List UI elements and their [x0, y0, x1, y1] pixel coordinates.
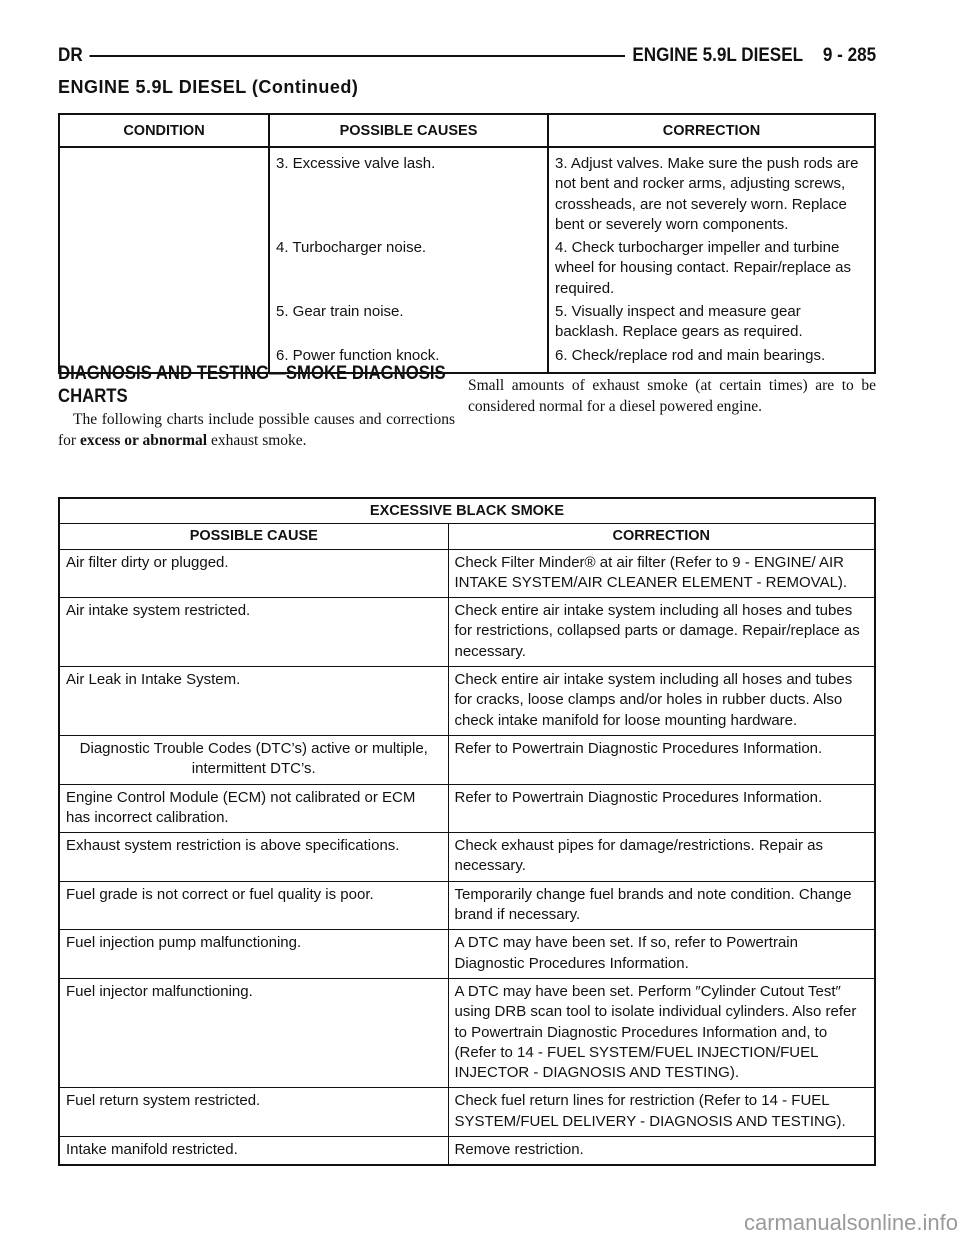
- header-rule: [90, 55, 625, 57]
- correction-cell: 3. Adjust valves. Make sure the push rods are not bent and rocker arms, adjusting screws, crossheads, are not severely worn. Replace bent or severely worn components.: [548, 147, 875, 235]
- table-row: [59, 549, 875, 598]
- table-row: [59, 1137, 875, 1166]
- noise-diagnosis-table: [58, 113, 876, 374]
- cause-cell: 4. Turbocharger noise.: [269, 235, 548, 299]
- table-row: [59, 235, 875, 299]
- section-heading: DIAGNOSIS AND TESTING—SMOKE DIAGNOSIS CHARTS: [58, 363, 446, 407]
- table-row: [59, 784, 875, 833]
- correction-cell: Check Filter Minder® at air filter (Refer to 9 - ENGINE/ AIR INTAKE SYSTEM/AIR CLEANER ELEMENT - REMOVAL).: [448, 549, 875, 598]
- table-row: [59, 147, 875, 235]
- table-row: [59, 667, 875, 736]
- correction-cell: A DTC may have been set. If so, refer to Powertrain Diagnostic Procedures Information.: [448, 930, 875, 979]
- cause-cell: Air filter dirty or plugged.: [59, 549, 448, 598]
- column-header-correction: CORRECTION: [548, 114, 875, 147]
- table-row: [59, 598, 875, 667]
- cause-cell: Air Leak in Intake System.: [59, 667, 448, 736]
- section-intro: [58, 410, 455, 451]
- header-title: ENGINE 5.9L DIESEL: [632, 45, 804, 66]
- header-section-code: DR: [58, 45, 83, 66]
- cause-cell: 3. Excessive valve lash.: [269, 147, 548, 235]
- page-header: [58, 44, 876, 68]
- black-smoke-table: [58, 497, 876, 1166]
- cause-cell: Fuel grade is not correct or fuel quality is poor.: [59, 881, 448, 930]
- cause-cell: Diagnostic Trouble Codes (DTC’s) active or multiple, intermittent DTC’s.: [59, 735, 448, 784]
- cause-cell: 6. Power function knock.: [269, 343, 548, 373]
- correction-cell: A DTC may have been set. Perform ″Cylinder Cutout Test″ using DRB scan tool to isolate individual cylinders. Also refer to Powertrain Diagnostic Procedures Information and, to (Refer to 14 - FUEL SYSTEM/FUEL INJECTION/FUEL INJECTOR - DIAGNOSIS AND TESTING).: [448, 978, 875, 1087]
- table-row: [59, 299, 875, 343]
- intro-text: The following charts include possible causes and corrections for: [58, 411, 455, 449]
- cause-cell: Exhaust system restriction is above specifications.: [59, 833, 448, 882]
- cause-cell: Fuel return system restricted.: [59, 1088, 448, 1137]
- table-row: [59, 735, 875, 784]
- table-row: [59, 978, 875, 1087]
- correction-cell: Check fuel return lines for restriction (Refer to 14 - FUEL SYSTEM/FUEL DELIVERY - DIAGNOSIS AND TESTING).: [448, 1088, 875, 1137]
- continued-title: ENGINE 5.9L DIESEL (Continued): [58, 77, 359, 97]
- section-left-column: [58, 362, 455, 451]
- correction-cell: 4. Check turbocharger impeller and turbine wheel for housing contact. Repair/replace as required.: [548, 235, 875, 299]
- correction-cell: Refer to Powertrain Diagnostic Procedures Information.: [448, 735, 875, 784]
- column-header-possible-cause: POSSIBLE CAUSE: [59, 524, 448, 549]
- cause-cell: Air intake system restricted.: [59, 598, 448, 667]
- table-row: [59, 930, 875, 979]
- column-header-possible-causes: POSSIBLE CAUSES: [269, 114, 548, 147]
- intro-text-end: exhaust smoke.: [207, 431, 307, 449]
- table-row: [59, 833, 875, 882]
- page-number: 9 - 285: [822, 45, 877, 66]
- condition-cell: [59, 147, 269, 235]
- table-row: [59, 1088, 875, 1137]
- condition-cell: [59, 299, 269, 343]
- table-row: [59, 881, 875, 930]
- correction-cell: 5. Visually inspect and measure gear backlash. Replace gears as required.: [548, 299, 875, 343]
- column-header-condition: CONDITION: [59, 114, 269, 147]
- cause-cell: Fuel injection pump malfunctioning.: [59, 930, 448, 979]
- watermark: carmanualsonline.info: [743, 1210, 958, 1235]
- intro-emphasis: excess or abnormal: [79, 431, 208, 449]
- cause-cell: 5. Gear train noise.: [269, 299, 548, 343]
- correction-cell: Refer to Powertrain Diagnostic Procedures Information.: [448, 784, 875, 833]
- condition-cell: [59, 235, 269, 299]
- correction-cell: Check entire air intake system including all hoses and tubes for cracks, loose clamps and/or holes in rubber ducts. Also check intake manifold for loose mounting hardware.: [448, 667, 875, 736]
- cause-cell: Fuel injector malfunctioning.: [59, 978, 448, 1087]
- cause-cell: Engine Control Module (ECM) not calibrated or ECM has incorrect calibration.: [59, 784, 448, 833]
- section-right-paragraph: Small amounts of exhaust smoke (at certain times) are to be considered normal for a diesel powered engine.: [468, 377, 876, 415]
- cause-cell: Intake manifold restricted.: [59, 1137, 448, 1166]
- correction-cell: Check entire air intake system including all hoses and tubes for restrictions, collapsed parts or damage. Repair/replace as necessary.: [448, 598, 875, 667]
- table-title: EXCESSIVE BLACK SMOKE: [59, 498, 875, 524]
- correction-cell: 6. Check/replace rod and main bearings.: [548, 343, 875, 373]
- correction-cell: Remove restriction.: [448, 1137, 875, 1166]
- correction-cell: Check exhaust pipes for damage/restrictions. Repair as necessary.: [448, 833, 875, 882]
- correction-cell: Temporarily change fuel brands and note condition. Change brand if necessary.: [448, 881, 875, 930]
- column-header-correction: CORRECTION: [448, 524, 875, 549]
